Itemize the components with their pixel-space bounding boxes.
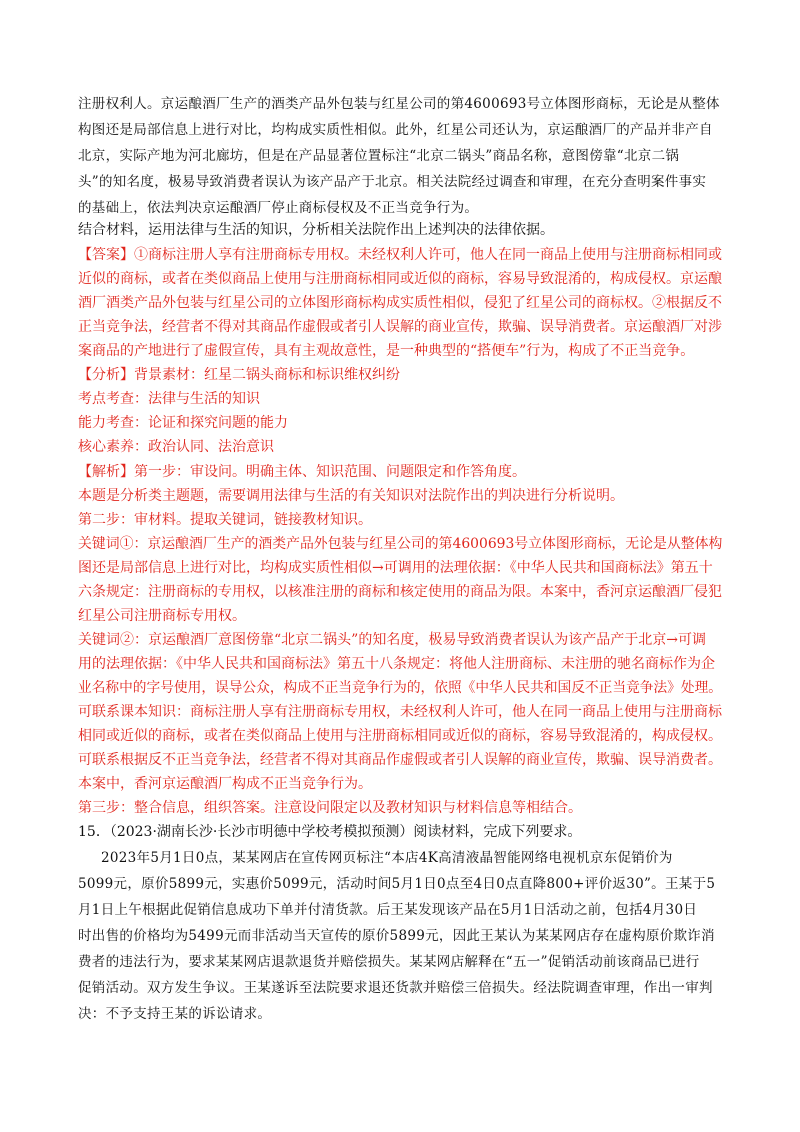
textbook-knowledge-line: 本案中，香河京运酿酒厂构成不正当竞争行为。	[78, 776, 372, 792]
analysis-topic: 考点考查：法律与生活的知识	[78, 391, 260, 407]
textbook-knowledge-line: 可联系根据反不正当竞争法，经营者不得对其商品作虚假或者引人误解的商业宣传，欺骗、误导消费者。	[78, 752, 722, 768]
q15-material-line: 决：不予支持王某的诉讼请求。	[78, 1006, 272, 1022]
material-line: 北京，实际产地为河北廊坊，但是在产品显著位置标注“北京二锅头”商品名称，意图傍靠“北京二锅	[78, 148, 680, 164]
keyword-2-line: 关键词②：京运酿酒厂意图傍靠“北京二锅头”的知名度，极易导致消费者误认为该产品产于北京→可调	[78, 632, 707, 648]
q15-material-line: 2023年5月1日0点，某某网店在宣传网页标注“本店4K高清液晶智能网络电视机京东促销价为	[101, 850, 673, 866]
question-15-heading: 15．（2023·湖南长沙·长沙市明德中学校考模拟预测）阅读材料，完成下列要求。	[78, 824, 582, 840]
material-line: 头”的知名度，极易导致消费者误认为该产品产于北京。相关法院经过调查和审理，在充分查明案件事实	[78, 174, 707, 190]
q15-material-line: 月1日上午根据此促销信息成功下单并付清货款。后王某发现该产品在5月1日活动之前，包括4月30日	[78, 902, 698, 918]
keyword-1-line: 六条规定：注册商标的专用权，以核准注册的商标和核定使用的商品为限。本案中，香河京运酿酒厂侵犯	[78, 584, 722, 600]
explanation-step2: 第二步：审材料。提取关键词，链接教材知识。	[78, 512, 372, 528]
material-line: 的基础上，依法判决京运酿酒厂停止商标侵权及不正当竞争行为。	[78, 200, 479, 216]
keyword-2-line: 用的法理依据：《中华人民共和国商标法》第五十八条规定：将他人注册商标、未注册的驰名商标作为企	[78, 656, 715, 672]
q15-material-line: 时出售的价格均为5499元而非活动当天宣传的原价5899元，因此王某认为某某网店存在虚构原价欺诈消	[78, 928, 715, 944]
explanation-step1: 【解析】第一步：审设问。明确主体、知识范围、问题限定和作答角度。	[78, 464, 526, 480]
answer-line: 案商品的产地进行了虚假宣传，具有主观故意性，是一种典型的“搭便车”行为，构成了不正当竞争。	[78, 343, 695, 359]
textbook-knowledge-line: 相同或近似的商标，或者在类似商品上使用与注册商标相同或近似的商标，容易导致混淆的，构成侵权。	[78, 728, 722, 744]
answer-line: 正当竞争法，经营者不得对其商品作虚假或者引人误解的商业宣传，欺骗、误导消费者。京运酿酒厂对涉	[78, 319, 722, 335]
q15-material-line: 促销活动。双方发生争议。王某遂诉至法院要求退还货款并赔偿三倍损失。经法院调查审理，作出一审判	[78, 980, 713, 996]
answer-line: 近似的商标，或者在类似商品上使用与注册商标相同或近似的商标，容易导致混淆的，构成侵权。京运酿	[78, 271, 722, 287]
q15-material-line: 费者的违法行为，要求某某网店退款退货并赔偿损失。某某网店解释在“五一”促销活动前该商品已进行	[78, 954, 700, 970]
answer-line: 【答案】①商标注册人享有注册商标专用权。未经权利人许可，他人在同一商品上使用与注册商标相同或	[78, 247, 722, 263]
analysis-background: 【分析】背景素材：红星二锅头商标和标识维权纠纷	[78, 367, 400, 383]
answer-line: 酒厂酒类产品外包装与红星公司的立体图形商标构成实质性相似，侵犯了红星公司的商标权。②根据反不	[78, 295, 722, 311]
textbook-knowledge-line: 可联系课本知识：商标注册人享有注册商标专用权，未经权利人许可，他人在同一商品上使用与注册商标	[78, 704, 722, 720]
material-line: 构图还是局部信息上进行对比，均构成实质性相似。此外，红星公司还认为，京运酿酒厂的产品并非产自	[78, 122, 713, 138]
keyword-2-line: 业名称中的字号使用，误导公众，构成不正当竞争行为的，依照《中华人民共和国反不正当竞争法》处理。	[78, 680, 722, 696]
explanation-line: 本题是分析类主题题，需要调用法律与生活的有关知识对法院作出的判决进行分析说明。	[78, 488, 624, 504]
material-line: 注册权利人。京运酿酒厂生产的酒类产品外包装与红星公司的第4600693号立体图形商标，无论是从整体	[78, 96, 720, 112]
q15-material-line: 5099元，原价5899元，实惠价5099元，活动时间5月1日0点至4日0点直降800+评价返30”。王某于5	[78, 876, 716, 892]
keyword-1-line: 红星公司注册商标专用权。	[78, 608, 246, 624]
explanation-step3: 第三步：整合信息，组织答案。注意设问限定以及教材知识与材料信息等相结合。	[78, 800, 582, 816]
analysis-literacy: 核心素养：政治认同、法治意识	[78, 439, 274, 455]
keyword-1-line: 图还是局部信息上进行对比，均构成实质性相似→可调用的法理依据：《中华人民共和国商标法》第五十	[78, 560, 713, 576]
question-prompt: 结合材料，运用法律与生活的知识，分析相关法院作出上述判决的法律依据。	[78, 222, 554, 238]
keyword-1-line: 关键词①：京运酿酒厂生产的酒类产品外包装与红星公司的第4600693号立体图形商标，无论是从整体构	[78, 536, 723, 552]
analysis-ability: 能力考查：论证和探究问题的能力	[78, 415, 288, 431]
